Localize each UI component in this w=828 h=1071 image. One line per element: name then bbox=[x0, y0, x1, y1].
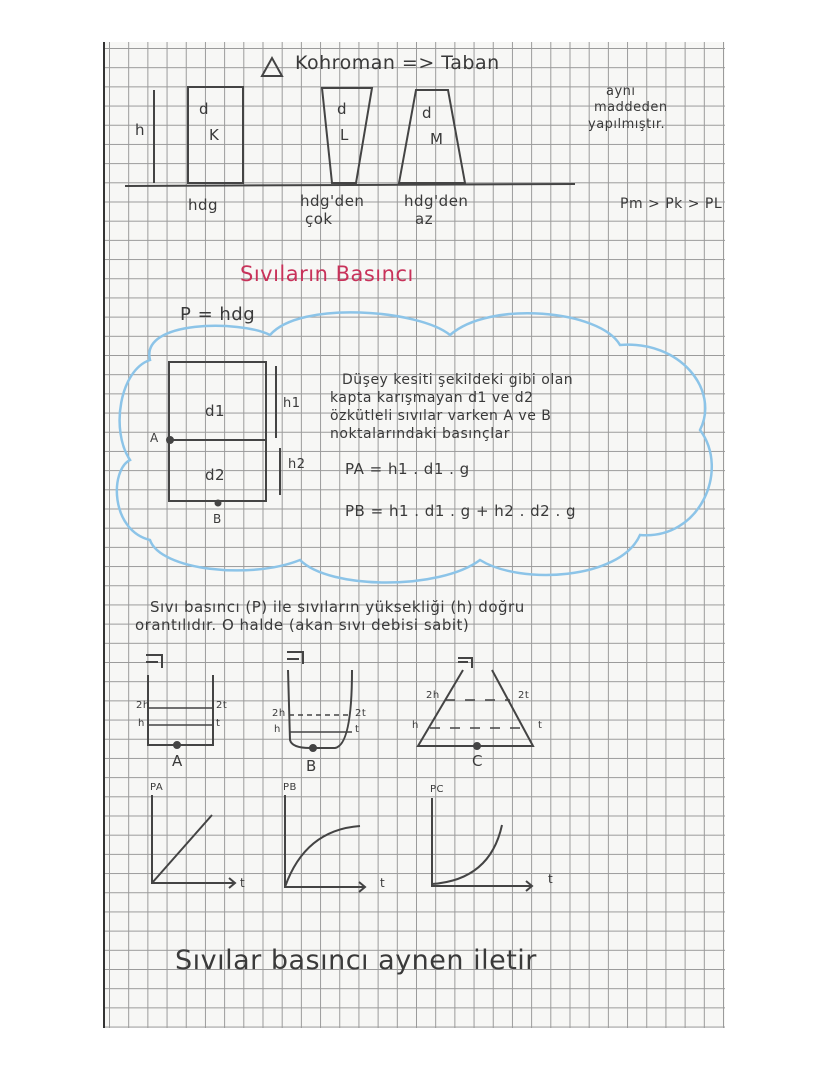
tap-icon bbox=[458, 658, 472, 668]
warning-triangle-icon bbox=[262, 58, 282, 76]
graph-c bbox=[432, 798, 532, 891]
label-d: d bbox=[422, 104, 433, 122]
label-d: d bbox=[199, 100, 210, 118]
vessel-a bbox=[148, 675, 213, 745]
label-l: L bbox=[340, 126, 349, 144]
formula-pb: PB = h1 . d1 . g + h2 . d2 . g bbox=[345, 502, 577, 520]
label-t: t bbox=[216, 718, 221, 729]
label-h: h bbox=[412, 720, 419, 731]
section-title: Sıvıların Basıncı bbox=[240, 262, 414, 286]
pressure-comparison: Pm > Pk > PL bbox=[620, 196, 723, 212]
formula-pa: PA = h1 . d1 . g bbox=[345, 460, 470, 478]
label-h: h bbox=[138, 718, 145, 729]
caption-l-2: çok bbox=[305, 210, 333, 228]
header-title: Kohroman => Taban bbox=[295, 52, 500, 74]
graph-b-y-label: PB bbox=[283, 782, 297, 793]
tap-icon bbox=[146, 655, 162, 668]
side-note-3: yapılmıştır. bbox=[588, 117, 666, 132]
caption-l-1: hdg'den bbox=[300, 192, 365, 210]
description-4: noktalarındaki basınçlar bbox=[330, 426, 510, 442]
point-a bbox=[167, 437, 173, 443]
point-b bbox=[216, 501, 221, 506]
graph-a bbox=[152, 795, 235, 888]
label-b: B bbox=[213, 512, 222, 526]
caption-m-1: hdg'den bbox=[404, 192, 469, 210]
label-h: h bbox=[135, 121, 146, 139]
proportion-note-1: Sıvı basıncı (P) ile sıvıların yüksekliği (h) doğru bbox=[150, 598, 525, 616]
label-m: M bbox=[430, 130, 444, 148]
label-h2: h2 bbox=[288, 457, 306, 472]
description-2: kapta karışmayan d1 ve d2 bbox=[330, 390, 534, 406]
vessel-c bbox=[418, 670, 533, 746]
label-d2: d2 bbox=[205, 466, 226, 484]
point-b-label: B bbox=[306, 757, 317, 775]
label-2t: 2t bbox=[216, 700, 228, 711]
graph-b bbox=[285, 795, 365, 892]
graph-a-y-label: PA bbox=[150, 782, 164, 793]
ground-line bbox=[125, 184, 575, 186]
label-h1: h1 bbox=[283, 396, 301, 411]
graph-b-x-label: t bbox=[380, 876, 386, 890]
point-a-label: A bbox=[172, 752, 183, 770]
point-c-label: C bbox=[472, 752, 483, 770]
label-2t: 2t bbox=[518, 690, 530, 701]
label-2h: 2h bbox=[136, 700, 150, 711]
tap-icon bbox=[287, 652, 303, 664]
caption-m-2: az bbox=[415, 210, 434, 228]
label-h: h bbox=[274, 724, 281, 735]
label-t: t bbox=[538, 720, 543, 731]
label-t: t bbox=[355, 724, 360, 735]
caption-k: hdg bbox=[188, 196, 219, 214]
cloud-outline bbox=[117, 312, 712, 582]
label-k: K bbox=[209, 126, 220, 144]
label-2h: 2h bbox=[426, 690, 440, 701]
label-2h: 2h bbox=[272, 708, 286, 719]
graph-c-x-label: t bbox=[548, 872, 554, 886]
label-d1: d1 bbox=[205, 402, 226, 420]
footer-note: Sıvılar basıncı aynen iletir bbox=[175, 945, 537, 976]
vessel-b bbox=[288, 670, 352, 748]
graph-c-y-label: PC bbox=[430, 784, 445, 795]
side-note-2: maddeden bbox=[594, 100, 668, 115]
graph-a-x-label: t bbox=[240, 876, 246, 890]
description-3: özkütleli sıvılar varken A ve B bbox=[330, 408, 552, 424]
description-1: Düşey kesiti şekildeki gibi olan bbox=[342, 372, 574, 388]
formula: P = hdg bbox=[180, 304, 256, 325]
label-a: A bbox=[150, 431, 159, 445]
proportion-note-2: orantılıdır. O halde (akan sıvı debisi sabit) bbox=[135, 616, 470, 634]
side-note-1: aynı bbox=[606, 84, 636, 99]
label-d: d bbox=[337, 100, 348, 118]
label-2t: 2t bbox=[355, 708, 367, 719]
